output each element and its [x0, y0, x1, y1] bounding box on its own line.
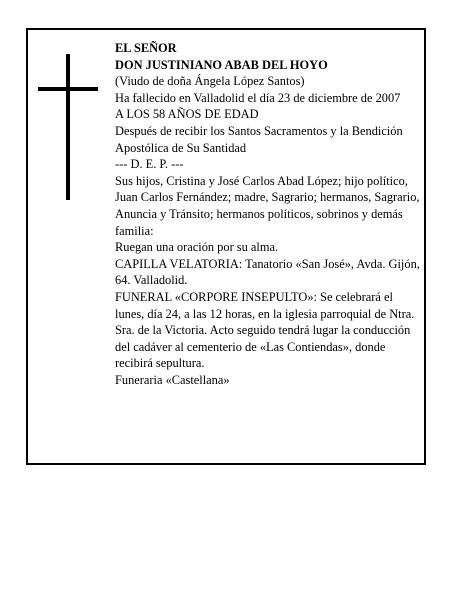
title-honorific: EL SEÑOR	[115, 41, 177, 55]
deceased-name: DON JUSTINIANO ABAB DEL HOYO	[115, 57, 328, 72]
dep-line: --- D. E. P. ---	[115, 157, 184, 172]
cross-vertical-bar	[66, 54, 70, 200]
sacraments-line: Después de recibir los Santos Sacramentos y la Bendición Apostólica de Su Santidad	[115, 123, 403, 155]
obituary-text	[115, 40, 423, 388]
chapel-paragraph: CAPILLA VELATORIA: Tanatorio «San José», Avda. Gijón, 64. Valladolid.	[115, 256, 420, 288]
latin-cross-icon	[38, 54, 98, 200]
cross-horizontal-bar	[38, 87, 98, 91]
death-statement: Ha fallecido en Valladolid el día 23 de diciembre de 2007	[115, 90, 401, 105]
prayer-line: Ruegan una oración por su alma.	[115, 240, 279, 255]
family-paragraph: Sus hijos, Cristina y José Carlos Abad López; hijo político, Juan Carlos Fernández; madre, Sagrario; hermanos, Sagrario, Anuncia y Tránsito; hermanos políticos, sobrinos y demás familia:	[115, 173, 420, 238]
obituary-notice	[26, 28, 426, 465]
funeral-home-line: Funeraria «Castellana»	[115, 372, 230, 387]
funeral-paragraph: FUNERAL «CORPORE INSEPULTO»: Se celebrará el lunes, día 24, a las 12 horas, en la iglesia parroquial de Ntra. Sra. de la Victoria. Acto seguido tendrá lugar la conducción del cadáver al cementerio de «Las Contiendas», donde recibirá sepultura.	[115, 289, 415, 371]
age-line: A LOS 58 AÑOS DE EDAD	[115, 107, 259, 122]
widower-line: (Viudo de doña Ángela López Santos)	[115, 74, 305, 89]
